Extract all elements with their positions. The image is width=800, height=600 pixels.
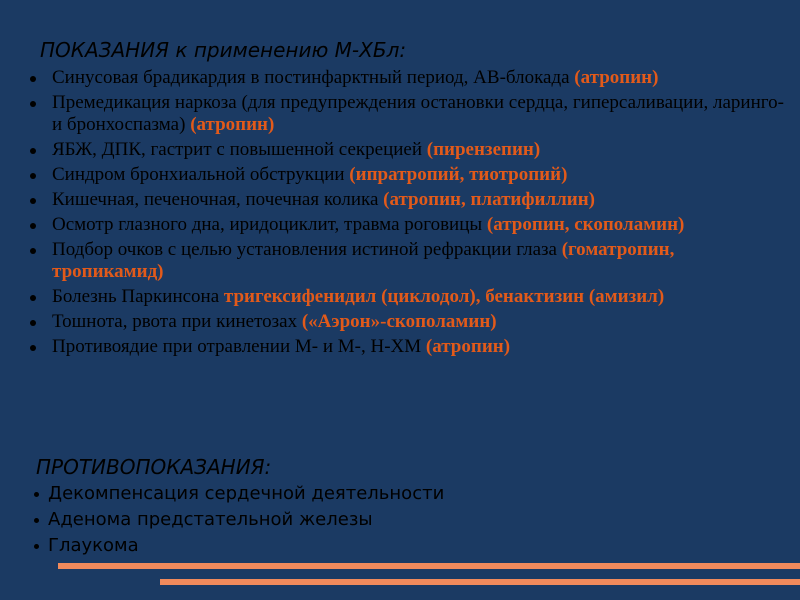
drug-name: тригексифенидил (циклодол), бенактизин (амизил) — [223, 286, 665, 307]
item-text: Подбор очков с целью установления истиной рефракции глаза — [52, 239, 562, 260]
drug-name: (атропин) — [190, 114, 275, 135]
list-item — [28, 311, 788, 333]
list-item — [28, 92, 788, 136]
item-text: Синусовая брадикардия в постинфарктный период, АВ-блокада — [52, 67, 575, 88]
contraindications-heading: ПРОТИВОПОКАЗАНИЯ: — [36, 455, 272, 479]
list-item — [28, 286, 788, 308]
list-item — [28, 189, 788, 211]
item-text: Премедикация наркоза (для предупреждения остановки сердца, гиперсаливации, ларинго- и бронхоспазма) — [52, 92, 784, 135]
drug-name: (атропин, скополамин) — [486, 214, 685, 235]
list-item: Декомпенсация сердечной деятельности — [32, 481, 444, 507]
item-text: ЯБЖ, ДПК, гастрит с повышенной секрецией — [52, 139, 427, 160]
list-item — [28, 67, 788, 89]
item-text: Кишечная, печеночная, почечная колика — [52, 189, 384, 210]
list-item — [28, 139, 788, 161]
list-item — [28, 239, 788, 283]
indications-heading: ПОКАЗАНИЯ к применению М-ХБл: — [40, 38, 407, 62]
list-item — [28, 214, 788, 236]
drug-name: (гоматропин, тропикамид) — [52, 239, 675, 282]
decorative-stripe-lower — [160, 579, 800, 585]
drug-name: (атропин, платифиллин) — [383, 189, 595, 210]
decorative-stripe-upper — [58, 563, 800, 569]
list-item — [28, 336, 788, 358]
list-item — [28, 164, 788, 186]
contraindications-list — [32, 481, 444, 559]
item-text: Синдром бронхиальной обструкции — [52, 164, 350, 185]
item-text: Болезнь Паркинсона — [52, 286, 224, 307]
item-text: Противоядие при отравлении М- и М-, Н-ХМ — [52, 336, 426, 357]
list-item: Аденома предстательной железы — [32, 507, 444, 533]
list-item: Глаукома — [32, 533, 444, 559]
drug-name: (атропин) — [425, 336, 511, 357]
drug-name: (пирензепин) — [426, 139, 541, 160]
drug-name: (ипратропий, тиотропий) — [349, 164, 568, 185]
drug-name: («Аэрон»-скополамин) — [301, 311, 497, 332]
item-text: Тошнота, рвота при кинетозах — [52, 311, 302, 332]
indications-list — [28, 67, 788, 361]
item-text: Осмотр глазного дна, иридоциклит, травма роговицы — [52, 214, 487, 235]
drug-name: (атропин) — [574, 67, 659, 88]
